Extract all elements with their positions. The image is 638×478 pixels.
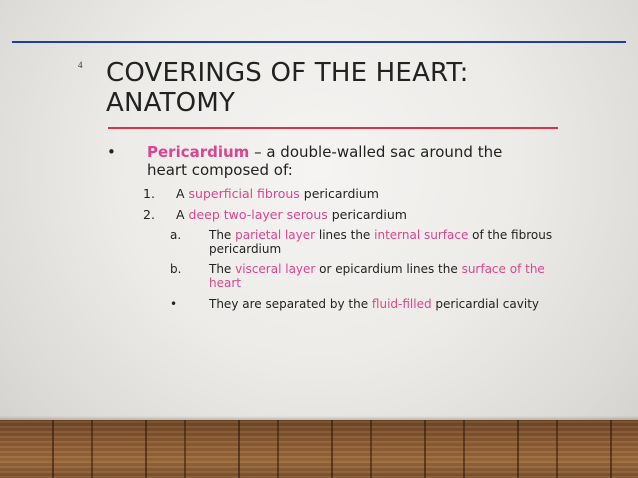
text-segment: pericardium bbox=[299, 186, 379, 201]
numbered-item-2 bbox=[143, 207, 563, 223]
sub-item-text bbox=[209, 297, 560, 311]
text-segment: The bbox=[209, 228, 236, 242]
numbered-item-text bbox=[176, 186, 563, 202]
sub-marker: a. bbox=[170, 228, 182, 242]
highlight-term: visceral layer bbox=[235, 262, 316, 276]
numbered-item-text bbox=[176, 207, 563, 223]
text-segment: of the fibrous pericardium bbox=[209, 228, 553, 256]
highlight-term: deep two-layer serous bbox=[188, 207, 328, 222]
text-segment: A bbox=[176, 186, 189, 201]
sub-item-a bbox=[170, 228, 560, 256]
main-bullet-text bbox=[147, 143, 547, 179]
top-divider-line bbox=[12, 41, 626, 43]
text-segment: pericardial cavity bbox=[431, 297, 539, 311]
sub-item-bullet bbox=[170, 297, 560, 311]
sub-marker: • bbox=[170, 297, 178, 311]
main-bullet-rest: – a double-walled sac around the heart composed of: bbox=[147, 143, 503, 179]
text-segment: The bbox=[209, 262, 236, 276]
term-pericardium: Pericardium bbox=[147, 143, 250, 161]
text-segment: pericardium bbox=[327, 207, 407, 222]
highlight-term: fluid-filled bbox=[371, 297, 432, 311]
highlight-term: parietal layer bbox=[235, 228, 316, 242]
slide-number: 4 bbox=[78, 60, 83, 70]
number-marker: 2. bbox=[143, 207, 155, 222]
numbered-item-1 bbox=[143, 186, 563, 202]
title-underline bbox=[108, 127, 558, 129]
text-segment: lines the bbox=[315, 228, 375, 242]
highlight-term: superficial fibrous bbox=[188, 186, 300, 201]
highlight-term: surface of the heart bbox=[209, 262, 545, 290]
main-bullet bbox=[107, 143, 547, 179]
highlight-term: internal surface bbox=[374, 228, 469, 242]
bullet-marker: • bbox=[107, 143, 116, 161]
sub-item-text bbox=[209, 228, 560, 256]
sub-item-b bbox=[170, 262, 560, 290]
text-segment: They are separated by the bbox=[209, 297, 372, 311]
wooden-floor-decoration bbox=[0, 420, 638, 478]
sub-marker: b. bbox=[170, 262, 182, 276]
number-marker: 1. bbox=[143, 186, 155, 201]
text-segment: or epicardium lines the bbox=[315, 262, 462, 276]
slide-title: COVERINGS OF THE HEART: ANATOMY bbox=[106, 58, 469, 118]
text-segment: A bbox=[176, 207, 189, 222]
sub-item-text bbox=[209, 262, 560, 290]
